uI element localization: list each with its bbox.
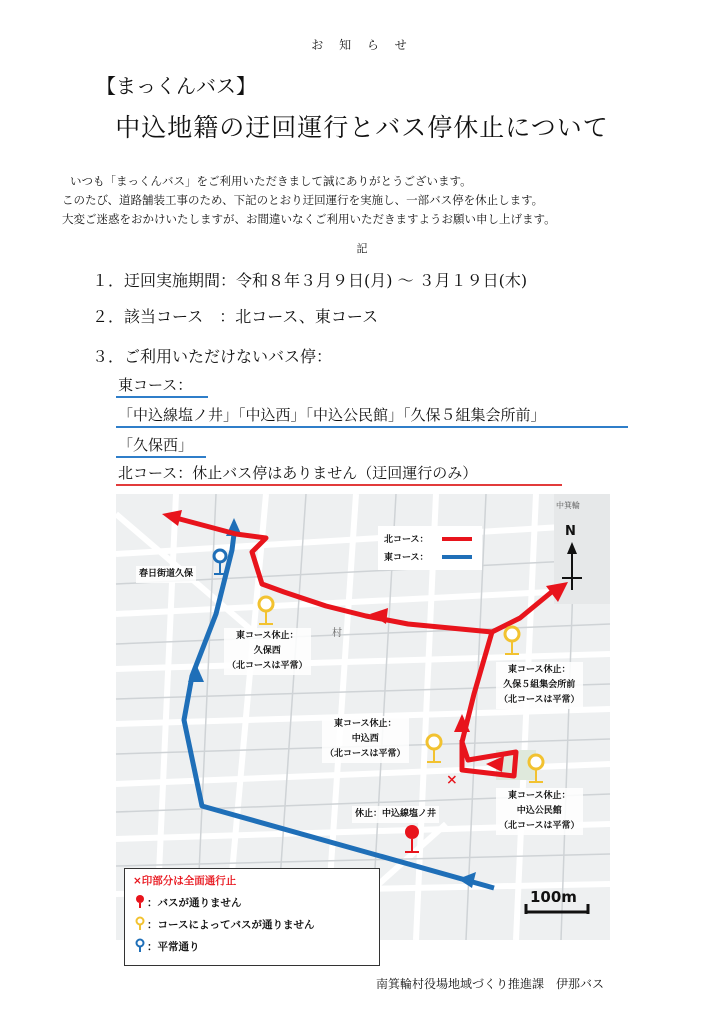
stop-kubo5-label: 東コース休止： 久保５組集会所前 （北コースは平常） [496, 662, 583, 709]
legend-red-pin-icon [135, 895, 145, 909]
stop-nakagomenishi-pin [427, 735, 441, 762]
east-stops-underline-2 [116, 456, 206, 458]
legend-red-stop: ：バスが通りません [147, 897, 242, 909]
east-stops-underline-1 [116, 426, 628, 428]
stop-kominkan-label: 東コース休止： 中込公民館 （北コースは平常） [496, 788, 583, 835]
closure-mark: × [446, 772, 458, 788]
ki-marker: 記 [356, 242, 368, 255]
stop-kasuga-pin [214, 550, 226, 574]
stop-nakagomenishi-label: 東コース休止： 中込西 （北コースは平常） [322, 716, 409, 763]
village-label: 村 [332, 628, 342, 639]
compass-n-label: N [565, 524, 576, 539]
scale-label: 100m [530, 888, 577, 906]
map-legend [124, 868, 380, 966]
page-title: 中込地籍の迂回運行とバス停休止について [115, 113, 609, 142]
footer-credit: 南箕輪村役場地域づくり推進課 伊那バス [376, 977, 605, 991]
legend-yellow-pin-icon [135, 917, 145, 931]
key-north-swatch [442, 537, 472, 541]
item-stops-heading: ３．ご利用いただけないバス停： [92, 347, 333, 366]
course-key [378, 526, 482, 570]
legend-blue-pin-icon [135, 939, 145, 953]
stop-kubonishi-pin [259, 597, 273, 624]
east-stops-line-2: 「久保西」 [118, 436, 194, 454]
stop-kubonishi-label: 東コース休止： 久保西 （北コースは平常） [224, 628, 311, 675]
item-period: １．迂回実施期間：令和８年３月９日(月) ～ ３月１９日(木) [92, 271, 528, 290]
brand-label: 【まっくんバス】 [96, 74, 256, 98]
key-north-label: 北コース： [384, 535, 429, 545]
east-stops-line-1: 「中込線塩ノ井」「中込西」「中込公民館」「久保５組集会所前」 [118, 406, 546, 424]
stop-kasuga-label: 春日街道久保 [136, 566, 196, 583]
key-east-swatch [442, 555, 472, 559]
item-course: ２．該当コース ：北コース、東コース [92, 307, 379, 326]
east-course-label: 東コース： [118, 376, 193, 394]
legend-closure: ×印部分は全面通行止 [133, 875, 237, 887]
key-east-label: 東コース： [384, 553, 429, 563]
stop-kubo5-pin [505, 627, 519, 654]
notice-heading: お 知 ら せ [311, 38, 413, 52]
legend-blue-stop: ：平常通り [147, 941, 200, 953]
corner-place-label: 中箕輪 [556, 501, 580, 510]
intro-line-1: いつも「まっくんバス」をご利用いただきまして誠にありがとうございます。 [70, 174, 472, 188]
legend-yellow-stop: ：コースによってバスが通りません [147, 919, 315, 931]
route-map [116, 494, 610, 953]
intro-line-3: 大変ご迷惑をおかけいたしますが、お間違いなくご利用いただきますようお願い申し上げます。 [62, 212, 556, 226]
east-label-underline [116, 396, 208, 398]
intro-line-2: このたび、道路舗装工事のため、下記のとおり迂回運行を実施し、一部バス停を休止します。 [62, 193, 544, 207]
north-underline [116, 484, 562, 486]
north-course-text: 北コース：休止バス停はありません（迂回運行のみ） [118, 464, 478, 482]
stop-shionoi-label: 休止：中込線塩ノ井 [352, 806, 439, 823]
